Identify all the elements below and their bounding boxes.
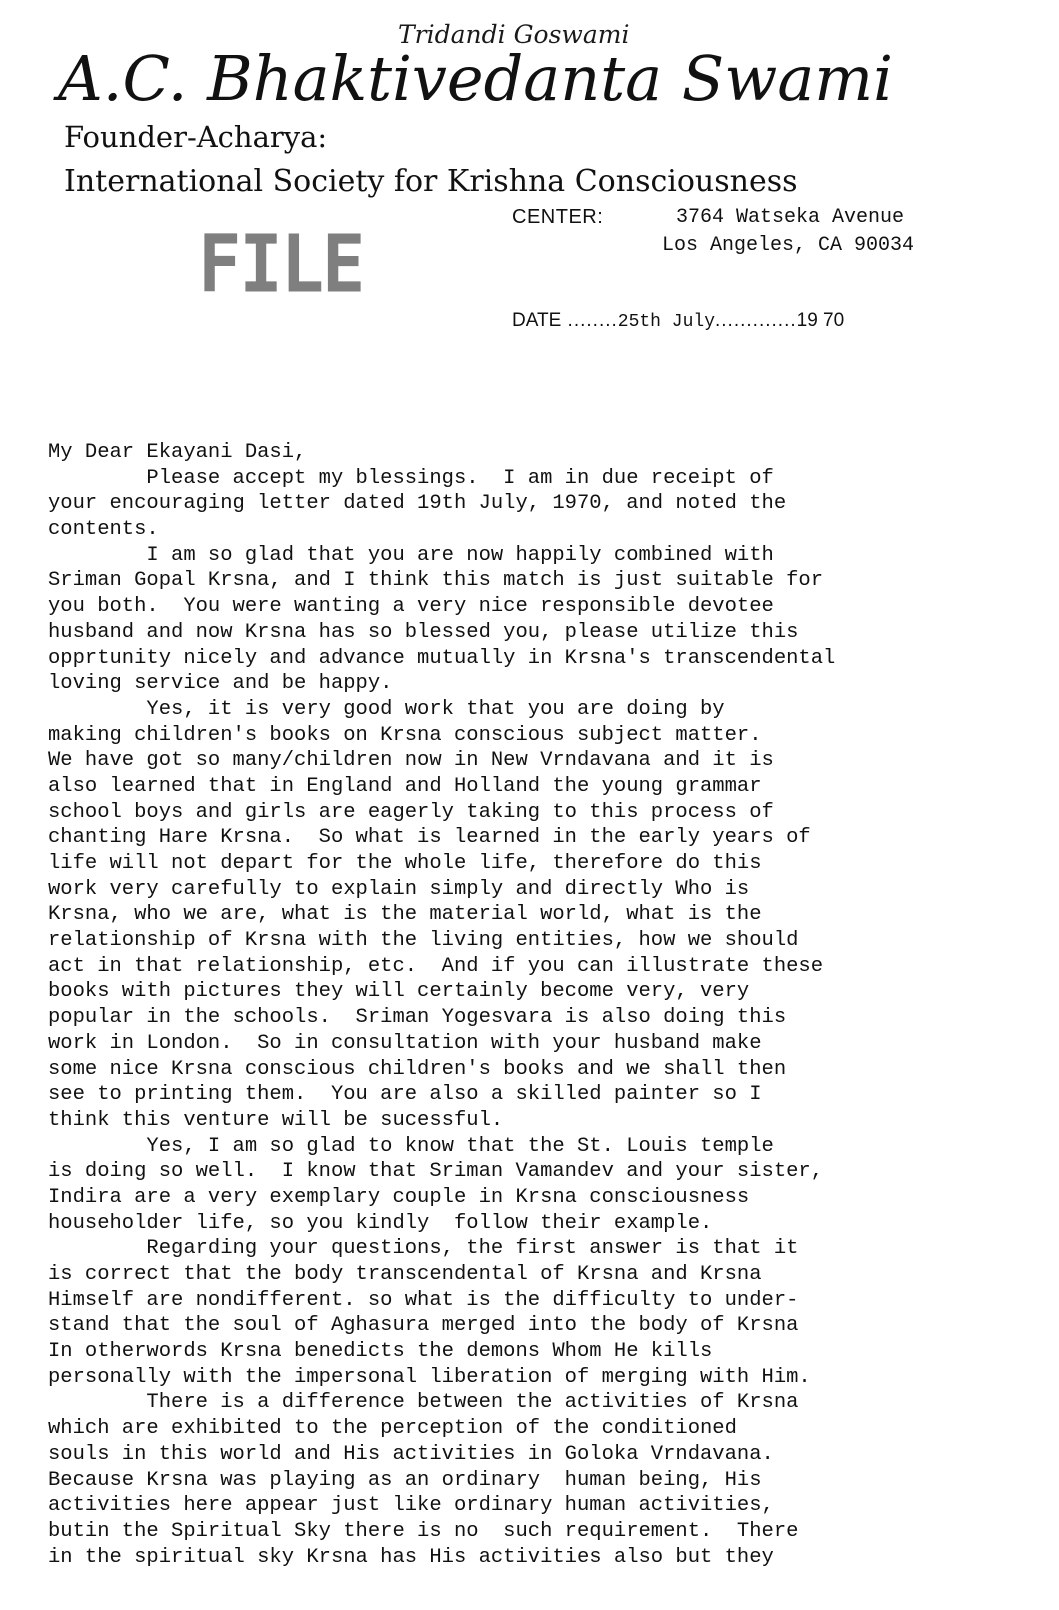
letter-line: relationship of Krsna with the living entities, how we should [48, 929, 799, 953]
date-label: DATE [512, 310, 562, 331]
letter-line: some nice Krsna conscious children's books and we shall then [48, 1057, 787, 1081]
letter-line: Please accept my blessings. I am in due receipt of [48, 466, 774, 490]
letter-line: stand that the soul of Aghasura merged into the body of Krsna [48, 1314, 799, 1338]
letter-line: books with pictures they will certainly become very, very [48, 980, 750, 1004]
date-day-month: 25th July [617, 312, 715, 332]
letter-line: Because Krsna was playing as an ordinary human being, His [48, 1468, 762, 1492]
date-dots: ............. [715, 310, 797, 331]
center-label: CENTER: [512, 206, 604, 228]
letter-line: Yes, it is very good work that you are doing by [48, 697, 725, 721]
letter-line: in the spiritual sky Krsna has His activities also but they [48, 1545, 774, 1569]
address-line-1: 3764 Watseka Avenue [676, 206, 905, 229]
letter-line: Himself are nondifferent. so what is the difficulty to under- [48, 1288, 799, 1312]
letter-line: Regarding your questions, the first answer is that it [48, 1237, 799, 1261]
letter-line: butin the Spiritual Sky there is no such requirement. There [48, 1519, 799, 1543]
letter-line: you both. You were wanting a very nice responsible devotee [48, 595, 774, 619]
letterhead-name: A.C. Bhaktivedanta Swami [58, 42, 893, 115]
letter-line: householder life, so you kindly follow their example. [48, 1211, 713, 1235]
letter-line: We have got so many/children now in New Vrndavana and it is [48, 749, 774, 773]
letter-line: life will not depart for the whole life, therefore do this [48, 852, 762, 875]
letter-line: think this venture will be sucessful. [48, 1108, 504, 1132]
letter-line: Krsna, who we are, what is the material world, what is the [48, 903, 762, 927]
letter-line: making children's books on Krsna conscious subject matter. [48, 723, 762, 747]
letter-line: opprtunity nicely and advance mutually in Krsna's transcendental [48, 646, 836, 670]
letter-line: contents. [48, 518, 159, 542]
letter-line: school boys and girls are eagerly taking to this process of [48, 800, 774, 824]
letter-line: your encouraging letter dated 19th July, 1970, and noted the [48, 492, 787, 516]
letter-body [48, 440, 1053, 1570]
letter-line: is doing so well. I know that Sriman Vamandev and your sister, [48, 1160, 824, 1184]
letter-line: loving service and be happy. [48, 672, 393, 696]
letter-line: There is a difference between the activities of Krsna [48, 1391, 799, 1415]
letter-line: souls in this world and His activities in Goloka Vrndavana. [48, 1442, 774, 1466]
letter-line: personally with the impersonal liberation of merging with Him. [48, 1365, 811, 1389]
date-row [512, 310, 844, 332]
date-year: 19 70 [796, 310, 845, 331]
address-line-2: Los Angeles, CA 90034 [662, 234, 915, 257]
letter-line: In otherwords Krsna benedicts the demons Whom He kills [48, 1340, 713, 1364]
letterhead-title-small: Tridandi Goswami [398, 20, 630, 49]
letter-line: also learned that in England and Holland the young grammar [48, 774, 762, 798]
letter-line: popular in the schools. Sriman Yogesvara is also doing this [48, 1006, 787, 1030]
letter-line: work in London. So in consultation with your husband make [48, 1031, 762, 1055]
letter-line: see to printing them. You are also a skilled painter so I [48, 1083, 762, 1107]
letter-line: husband and now Krsna has so blessed you, please utilize this [48, 620, 799, 644]
letter-line: which are exhibited to the perception of the conditioned [48, 1417, 737, 1441]
letter-line: My Dear Ekayani Dasi, [48, 441, 307, 464]
letter-line: activities here appear just like ordinary human activities, [48, 1494, 774, 1518]
letter-line: act in that relationship, etc. And if you can illustrate these [48, 954, 824, 978]
date-dots: ........ [561, 310, 618, 331]
letter-line: is correct that the body transcendental of Krsna and Krsna [48, 1263, 762, 1286]
letter-line: Indira are a very exemplary couple in Krsna consciousness [48, 1185, 750, 1209]
file-stamp: FILE [198, 217, 364, 311]
letter-line: I am so glad that you are now happily combined with [48, 543, 774, 567]
letter-line: chanting Hare Krsna. So what is learned in the early years of [48, 826, 811, 850]
letter-line: work very carefully to explain simply and directly Who is [48, 877, 750, 901]
letterhead-founder-line: Founder-Acharya: [64, 120, 328, 154]
letterhead-society-line: International Society for Krishna Consciousness [64, 164, 798, 199]
letter-line: Sriman Gopal Krsna, and I think this match is just suitable for [48, 569, 824, 593]
letter-line: Yes, I am so glad to know that the St. Louis temple [48, 1134, 774, 1158]
